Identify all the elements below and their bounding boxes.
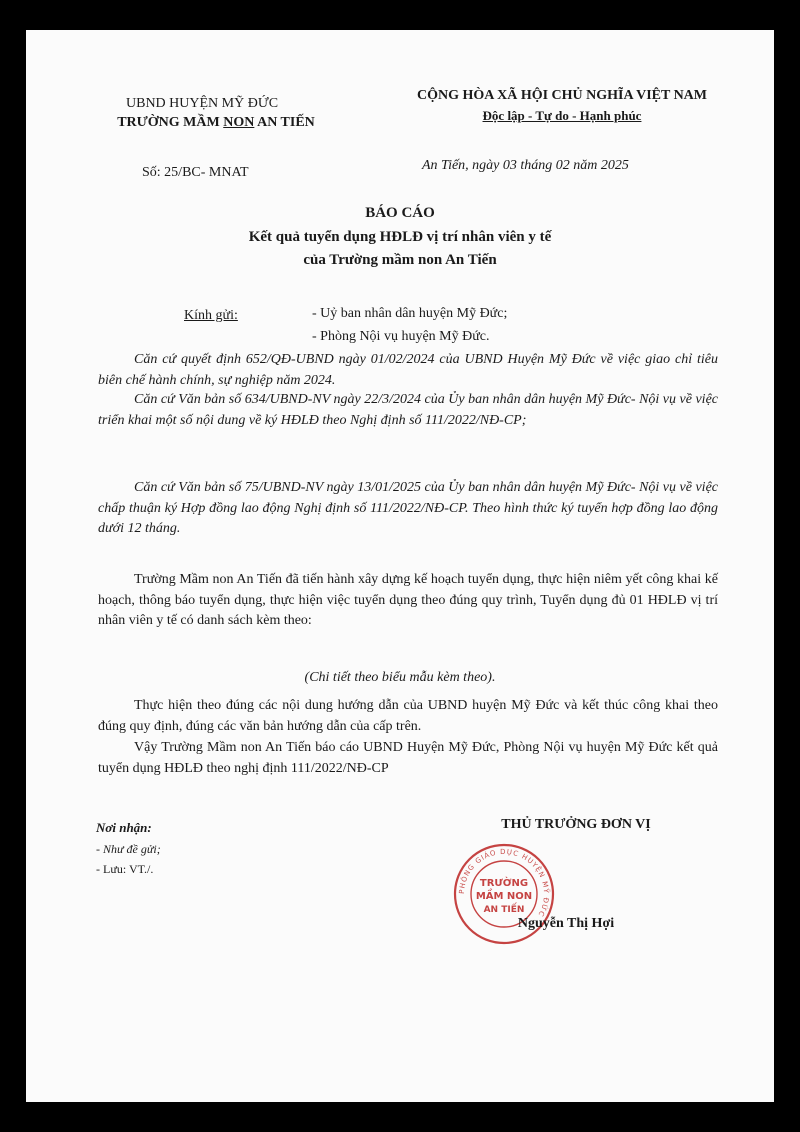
org-line-2a: TRƯỜNG MẦM [117, 115, 224, 130]
seal-text-2: MẦM NON [475, 891, 533, 902]
org-line-2c: AN TIẾN [254, 115, 315, 130]
document-number: Số: 25/BC- MNAT [142, 165, 249, 180]
nation-motto: Độc lập - Tự do - Hạnh phúc [482, 108, 642, 123]
paragraph-legal-basis-2: Căn cứ Văn bản số 634/UBND-NV ngày 22/3/2024 của Ủy ban nhân dân huyện Mỹ Đức- Nội vụ về việc triển khai một số nội dung về ký HĐLĐ theo Nghị định số 111/2022/NĐ-CP; [98, 392, 718, 428]
recipients-footer-item: - Lưu: VT./. [96, 862, 154, 876]
paragraph-legal-basis-1: Căn cứ quyết định 652/QĐ-UBND ngày 01/02/2024 của UBND Huyện Mỹ Đức về việc giao chỉ tiêu biên chế hành chính, sự nghiệp năm 2024. [98, 352, 718, 388]
seal-text-1: TRƯỜNG [479, 878, 529, 889]
recipient-item: - Phòng Nội vụ huyện Mỹ Đức. [312, 329, 490, 344]
recipients-footer-label: Nơi nhận: [96, 820, 152, 835]
signer-title: THỦ TRƯỞNG ĐƠN VỊ [501, 817, 651, 832]
paragraph-process: Trường Mầm non An Tiến đã tiến hành xây dựng kế hoạch tuyển dụng, thực hiện niêm yết công khai kế hoạch, thông báo tuyển dụng, thực hiện việc tuyển dụng theo đúng quy trình, Tuyển dụng đủ 01 HĐLĐ vị trí nhân viên y tế có danh sách kèm theo: [98, 572, 718, 628]
paragraph-legal-basis-3: Căn cứ Văn bản số 75/UBND-NV ngày 13/01/2025 của Ủy ban nhân dân huyện Mỹ Đức- Nội vụ về việc chấp thuận ký Hợp đồng lao động Nghị định số 111/2022/NĐ-CP. Theo hình thức ký tuyển hợp đồng lao động dưới 12 tháng. [98, 480, 718, 536]
document-page [26, 30, 774, 1102]
org-line-2b: NON [223, 115, 255, 130]
seal-ring-text: PHÒNG GIÁO DỤC HUYỆN MỸ ĐỨC [457, 847, 551, 919]
recipients-footer-item: - Như đề gửi; [96, 842, 161, 856]
paragraph-detail-note: (Chi tiết theo biểu mẫu kèm theo). [304, 670, 496, 685]
org-line-1: UBND HUYỆN MỸ ĐỨC [126, 96, 279, 111]
nation-title: CỘNG HÒA XÃ HỘI CHỦ NGHĨA VIỆT NAM [416, 88, 707, 103]
recipients-label: Kính gửi: [184, 308, 238, 323]
seal-text-3: AN TIẾN [483, 905, 525, 915]
document-date: An Tiến, ngày 03 tháng 02 năm 2025 [422, 158, 629, 173]
recipient-item: - Uỷ ban nhân dân huyện Mỹ Đức; [312, 306, 508, 321]
signer-name: Nguyễn Thị Hợi [517, 916, 615, 931]
report-subtitle-2: của Trường mầm non An Tiến [303, 252, 497, 268]
org-line-2 [106, 115, 326, 131]
paragraph-compliance: Thực hiện theo đúng các nội dung hướng dẫn của UBND huyện Mỹ Đức và kết thúc công khai theo đúng quy định, đúng các văn bản hướng dẫn của cấp trên. [98, 698, 718, 734]
report-title: BÁO CÁO [365, 205, 435, 221]
paragraph-conclusion: Vậy Trường Mầm non An Tiến báo cáo UBND Huyện Mỹ Đức, Phòng Nội vụ huyện Mỹ Đức kết quả tuyển dụng HĐLĐ theo nghị định 111/2022/NĐ-CP [98, 740, 718, 776]
report-subtitle-1: Kết quả tuyển dụng HĐLĐ vị trí nhân viên y tế [248, 229, 552, 245]
